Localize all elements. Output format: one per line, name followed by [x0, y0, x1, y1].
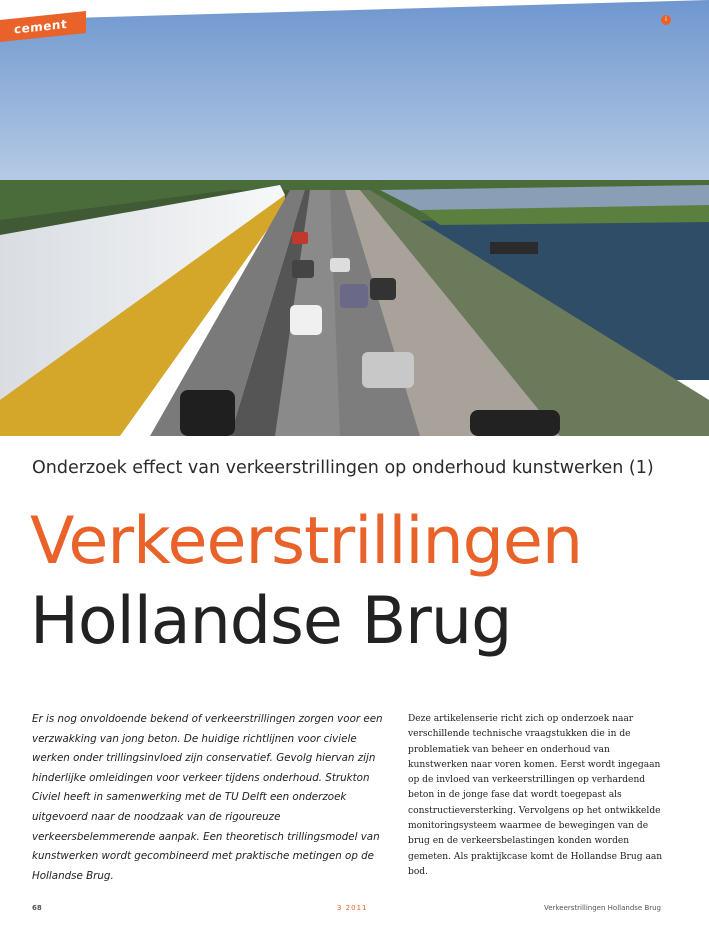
page-number: 68 [32, 904, 42, 912]
body-text: Deze artikelenserie richt zich op onderzoek naar verschillende technische vraagstukken die in de problematiek van beheer en onderhoud van kunstwerken naar voren komen. Eerst wordt ingegaan op de invloed van verkeerstrillingen op verhardend beton in de jonge fase dat wordt toegepast als constructieversterking. Vervolgens op het ontwikkelde monitoringsysteem waarmee de bewegingen van de brug en de verkeersbelastingen konden worden gemeten. Als praktijkcase komt de Hollandse Brug aan bod. [408, 714, 663, 877]
running-title: Verkeerstrillingen Hollandse Brug [544, 904, 661, 912]
intro-text: Er is nog onvoldoende bekend of verkeerstrillingen zorgen voor een verzwakking van jong beton. De huidige richtlijnen voor civiele werken onder trillingsinvloed zijn conservatief. Gevolg hiervan zijn hinderlijke omleidingen voor verkeer tijdens onderhoud. Strukton Civiel heeft in samenwerking met de TU Delft een onderzoek uitgevoerd naar de noodzaak van de rigoureuze verkeersbelemmerende aanpak. Een theoretisch trillingsmodel van kunstwerken wordt gecombineerd met praktische metingen op de Hollandse Brug. [32, 713, 383, 882]
bridge-photo [0, 0, 709, 436]
title-line-1: Verkeerstrillingen [30, 504, 583, 579]
intro-paragraph [32, 710, 384, 886]
issue-number: 3 2011 [337, 904, 368, 912]
title-line-2: Hollandse Brug [30, 584, 512, 659]
article-kicker: Onderzoek effect van verkeerstrillingen op onderhoud kunstwerken (1) [32, 458, 654, 478]
page-marker: i [661, 15, 671, 25]
cement-logo-icon: cement [14, 16, 68, 37]
bridge-photo-icon [0, 0, 709, 436]
body-column [408, 712, 666, 880]
